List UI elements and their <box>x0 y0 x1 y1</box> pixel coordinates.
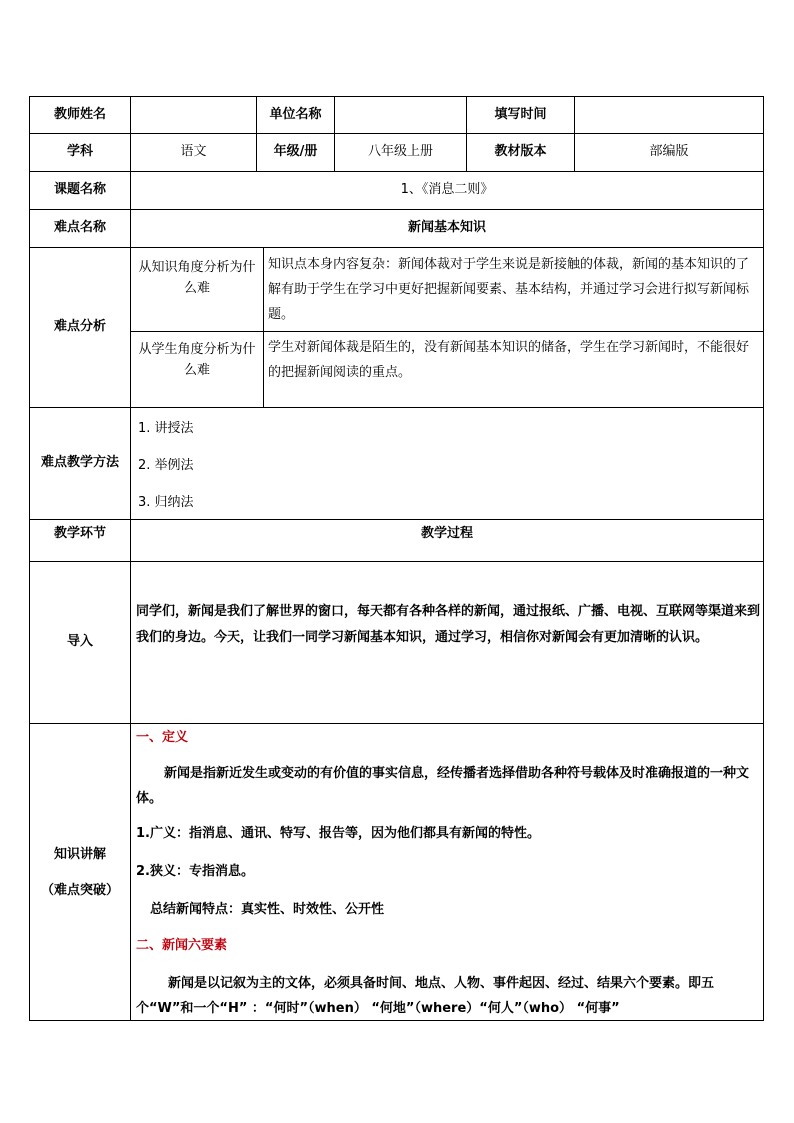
edition-label: 教材版本 <box>494 144 547 160</box>
method-list <box>138 410 438 521</box>
knowledge-angle-label: 从知识角度分析为什么难 <box>138 260 256 296</box>
student-angle-text: 学生对新闻体裁是陌生的，没有新闻基本知识的储备，学生在学习新闻时，不能很好的把握新闻阅读的重点。 <box>268 340 750 380</box>
subject-label: 学科 <box>66 144 93 160</box>
knowledge-label-cell <box>30 724 130 1022</box>
narrow-definition: 2.狭义：专指消息。 <box>136 864 254 879</box>
method-item: 2. 举例法 <box>138 458 194 473</box>
lesson-title-label: 课题名称 <box>53 182 106 198</box>
broad-definition: 1.广义：指消息、通讯、特写、报告等，因为他们都具有新闻的特性。 <box>136 826 540 841</box>
difficulty-analysis-label: 难点分析 <box>53 319 106 335</box>
teacher-name-label: 教师姓名 <box>53 106 106 122</box>
unit-name-value[interactable] <box>335 97 466 133</box>
grade-value: 八年级上册 <box>367 144 433 160</box>
knowledge-sublabel: （难点突破） <box>40 883 119 898</box>
fill-time-value[interactable] <box>575 97 763 133</box>
intro-label: 导入 <box>66 634 93 650</box>
teaching-stage-label: 教学环节 <box>53 526 106 541</box>
method-item: 3. 归纳法 <box>138 495 194 510</box>
knowledge-angle-text: 知识点本身内容复杂：新闻体裁对于学生来说是新接触的体裁，新闻的基本知识的了解有助于学生在学习中更好把握新闻要素、基本结构，并通过学习会进行拟写新闻标题。 <box>268 257 750 322</box>
six-elements-text: 新闻是以记叙为主的文体，必须具备时间、地点、人物、事件起因、经过、结果六个要素。即五个“W”和一个“H” ：“何时”（when） “何地”（where）“何人”（who） “何事” <box>136 976 715 1016</box>
news-features-summary: 总结新闻特点：真实性、时效性、公开性 <box>150 902 385 917</box>
intro-text: 同学们，新闻是我们了解世界的窗口，每天都有各种各样的新闻，通过报纸、广播、电视、互联网等渠道来到我们的身边。今天，让我们一同学习新闻基本知识，通过学习，相信你对新闻会有更加清晰的认识。 <box>136 604 761 645</box>
unit-name-label: 单位名称 <box>269 106 322 122</box>
difficulty-name-label: 难点名称 <box>53 220 106 236</box>
heading-definition: 一、定义 <box>136 730 189 745</box>
student-angle-label: 从学生角度分析为什么难 <box>138 342 256 378</box>
teaching-methods-label: 难点教学方法 <box>40 455 119 471</box>
edition-value: 部编版 <box>649 144 689 160</box>
lesson-title-value: 1、《消息二则》 <box>400 182 494 198</box>
knowledge-label: 知识讲解 <box>53 847 106 862</box>
fill-time-label: 填写时间 <box>494 106 547 122</box>
definition-text: 新闻是指新近发生或变动的有价值的事实信息，经传播者选择借助各种符号载体及时准确报道的一种文体。 <box>136 766 750 806</box>
subject-value: 语文 <box>180 144 207 160</box>
teacher-name-value[interactable] <box>131 97 256 133</box>
lesson-plan-table <box>29 96 764 1021</box>
heading-six-elements: 二、新闻六要素 <box>136 938 228 953</box>
teaching-process-label: 教学过程 <box>420 526 473 541</box>
grade-label: 年级/册 <box>273 144 318 160</box>
method-item: 1. 讲授法 <box>138 421 194 436</box>
difficulty-name-value: 新闻基本知识 <box>407 220 486 236</box>
